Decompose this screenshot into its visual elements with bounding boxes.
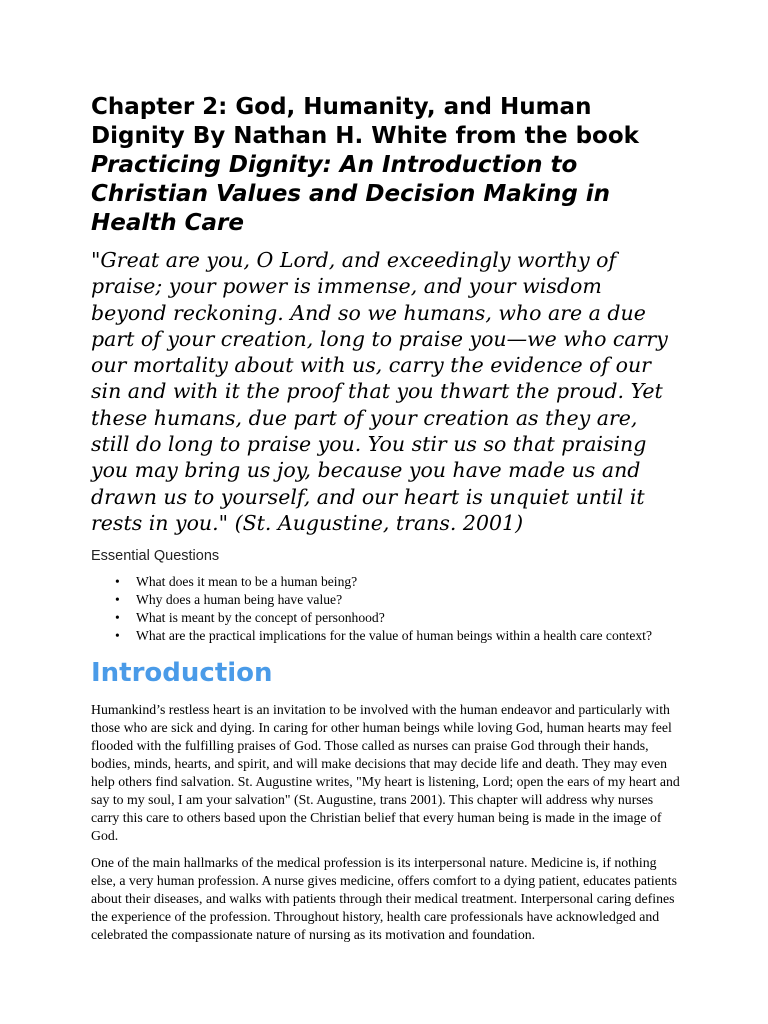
bullet-icon: • — [115, 574, 120, 590]
book-title: Practicing Dignity: An Introduction to Christian Values and Decision Making in Health Care — [91, 152, 611, 236]
body-paragraph: One of the main hallmarks of the medical profession is its interpersonal nature. Medicine is, if nothing else, a very human profession. A nurse gives medicine, offers comfort to a dying patient, educates patients about their diseases, and walks with patients through their medical treatment. Interpersonal caring defines the experience of the profession. Throughout history, health care professionals have acknowledged and celebrated the compassionate nature of nursing as its motivation and foundation. — [91, 855, 677, 943]
question-text: What are the practical implications for the value of human beings within a health care context? — [136, 628, 652, 644]
chapter-title — [91, 93, 680, 238]
list-item — [115, 573, 680, 591]
chapter-title-main: Chapter 2: God, Humanity, and Human Dignity By Nathan H. White from the book — [91, 94, 639, 149]
question-text: What is meant by the concept of personhood? — [136, 610, 385, 626]
essential-questions-list — [91, 573, 680, 645]
question-text: Why does a human being have value? — [136, 592, 343, 608]
list-item — [115, 591, 680, 609]
body-paragraph: Humankind’s restless heart is an invitation to be involved with the human endeavor and particularly with those who are sick and dying. In caring for other human beings while loving God, human hearts may feel flooded with the fulfilling praises of God. Those called as nurses can praise God through their hands, bodies, minds, hearts, and spirit, and will make decisions that may decide life and death. They may even help others find salvation. St. Augustine writes, "My heart is listening, Lord; open the ears of my heart and say to my soul, I am your salvation" (St. Augustine, trans 2001). This chapter will address why nurses carry this care to others based upon the Christian belief that every human being is made in the image of God. — [91, 702, 680, 844]
introduction-heading: Introduction — [91, 658, 273, 689]
question-text: What does it mean to be a human being? — [136, 574, 358, 590]
list-item — [115, 627, 680, 645]
list-item — [115, 609, 680, 627]
bullet-icon: • — [115, 592, 120, 608]
essential-questions-heading: Essential Questions — [91, 548, 220, 565]
epigraph-quote: "Great are you, O Lord, and exceedingly worthy of praise; your power is immense, and your wisdom beyond reckoning. And so we humans, who are a due part of your creation, long to praise you—we who carry our mortality about with us, carry the evidence of our sin and with it the proof that you thwart the proud. Yet these humans, due part of your creation as they are, still do long to praise you. You stir us so that praising you may bring us joy, because you have made us and drawn us to yourself, and our heart is unquiet until it rests in you." (St. Augustine, trans. 2001) — [91, 248, 668, 535]
bullet-icon: • — [115, 610, 120, 626]
bullet-icon: • — [115, 628, 120, 644]
